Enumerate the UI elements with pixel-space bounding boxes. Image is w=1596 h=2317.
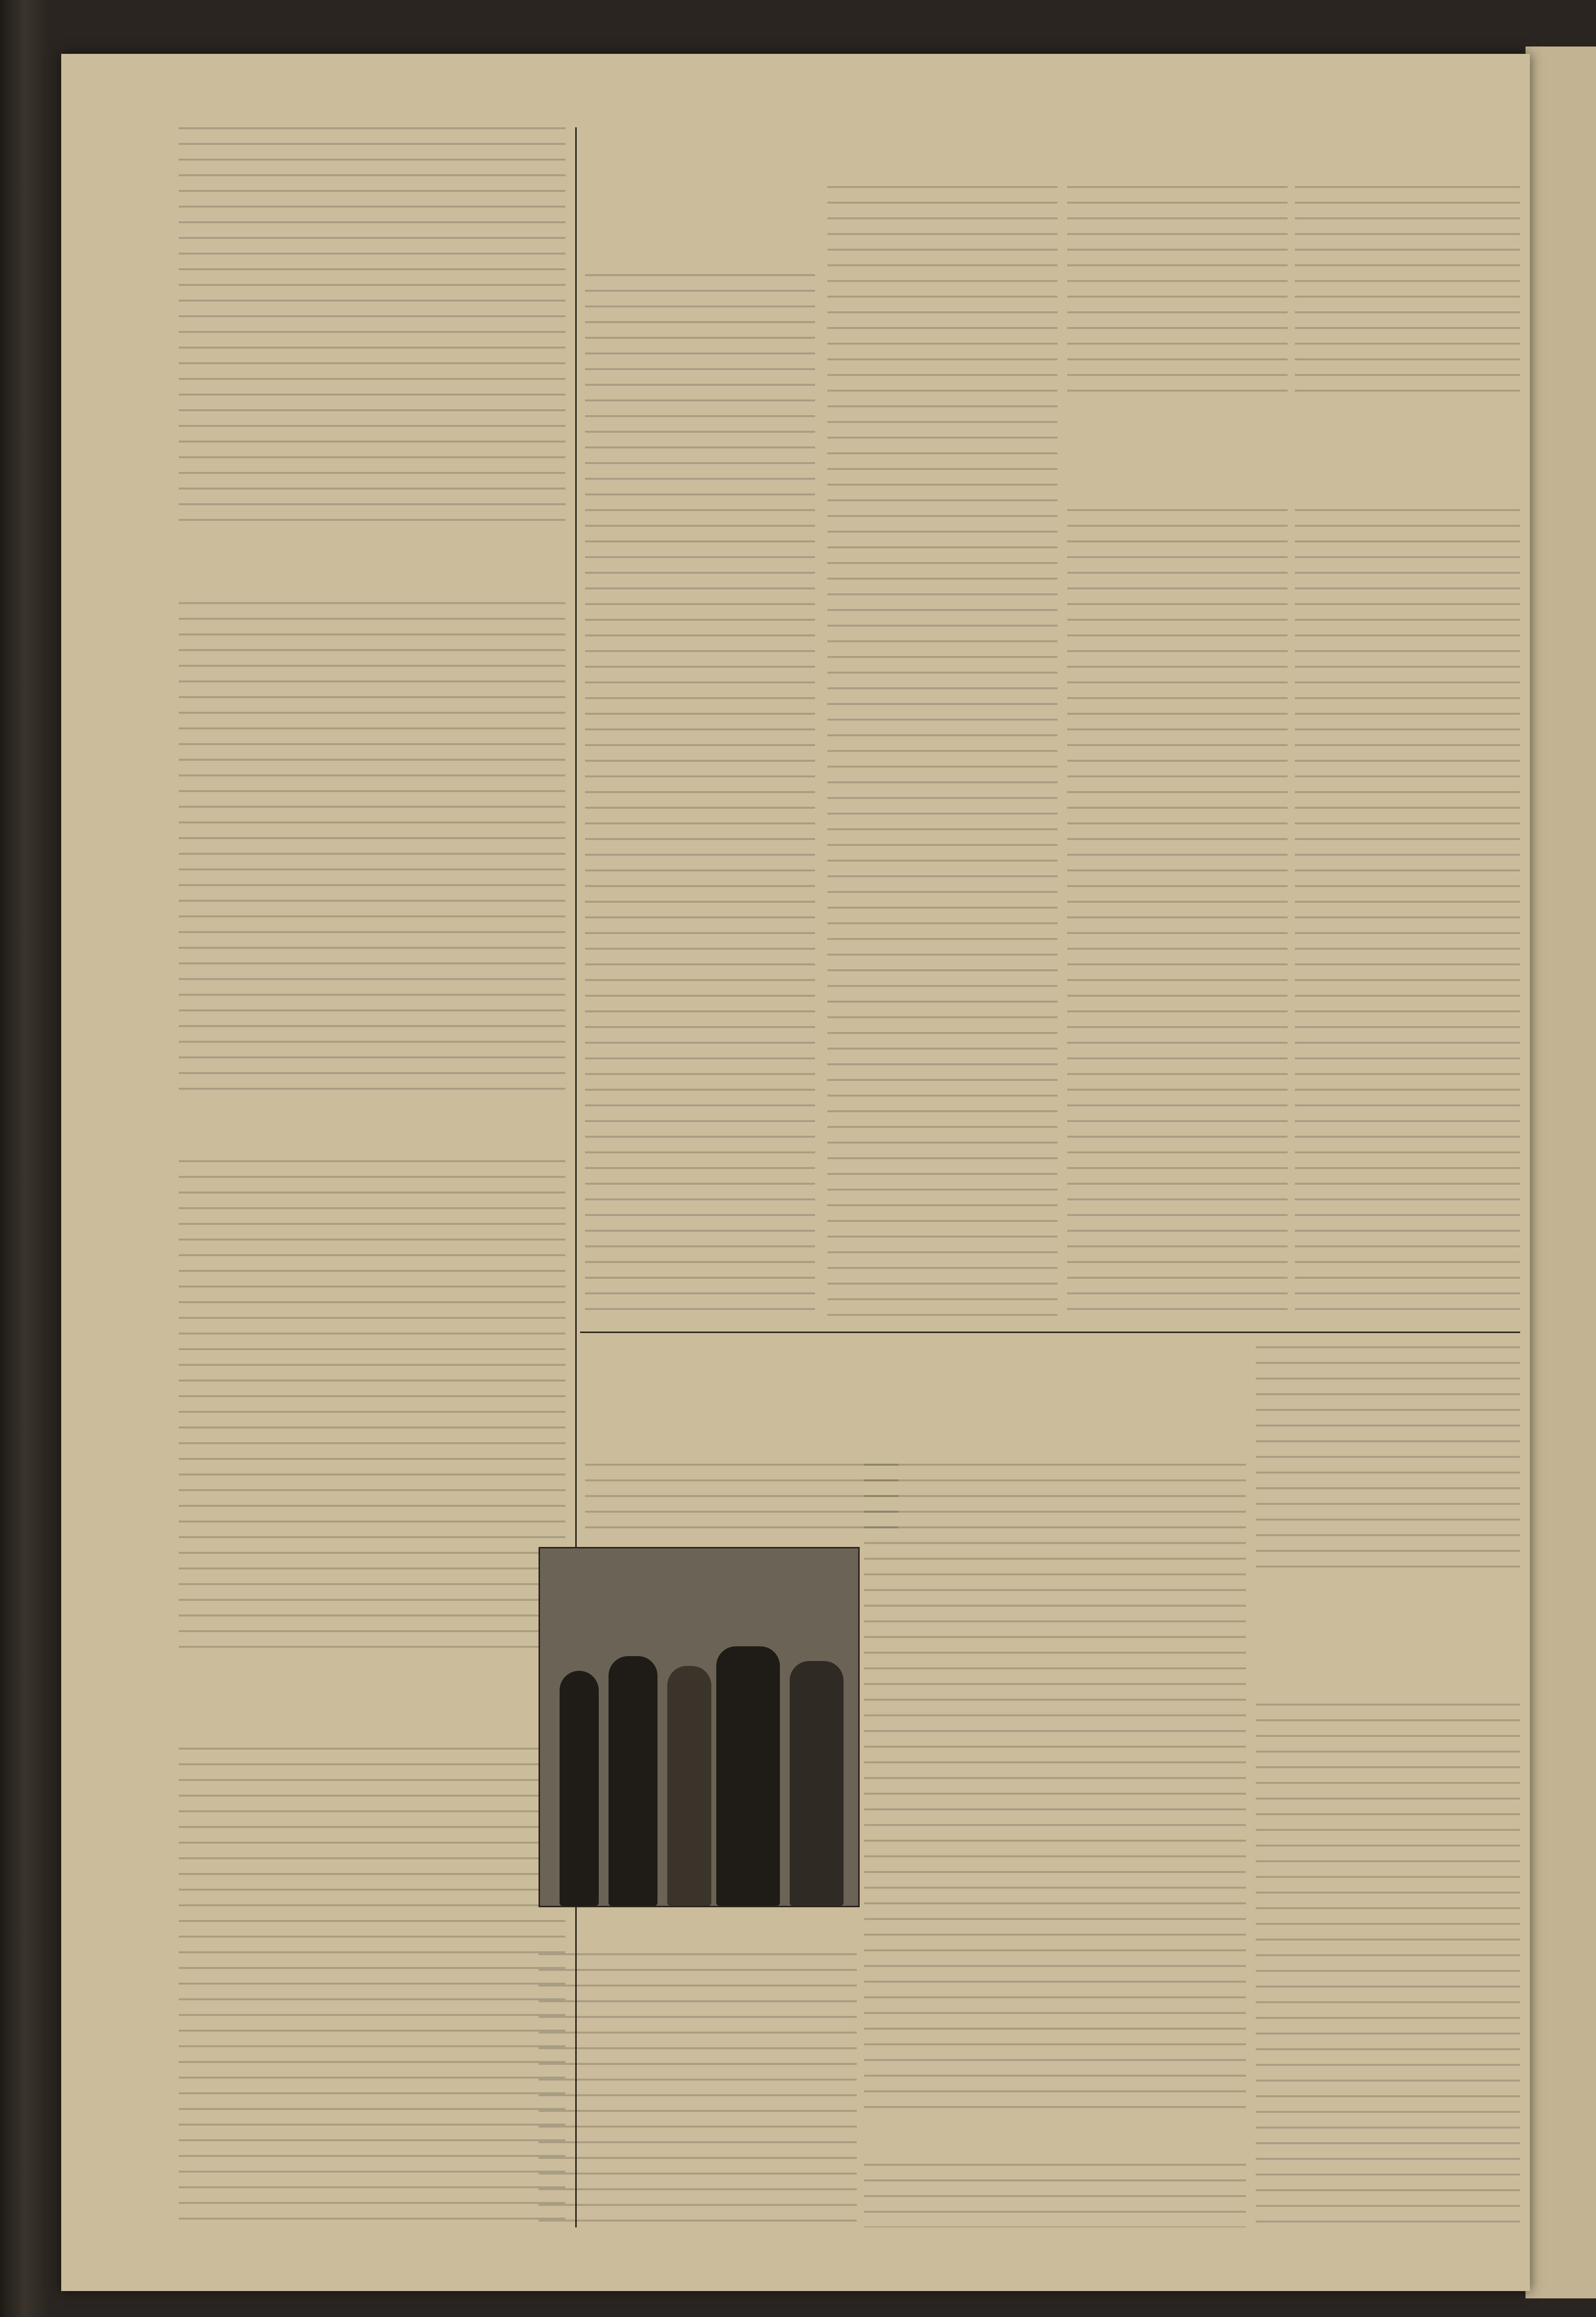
grain-article-body — [1256, 1704, 1520, 2227]
italy-article-body — [179, 1160, 565, 1660]
ambassador-column-1-bottom — [539, 1953, 857, 2227]
adjacent-page-edge — [1523, 47, 1596, 2298]
section-rule — [580, 1332, 1520, 1333]
belgium-heading-block — [208, 1674, 536, 1738]
congress-column-4 — [1295, 186, 1520, 397]
right-column-top — [1256, 1346, 1520, 1581]
echo-heading-block — [179, 538, 565, 597]
photo-caption-block — [539, 1909, 857, 1948]
ambassador-heading — [585, 1351, 1246, 1454]
italy-heading-block — [179, 1106, 565, 1150]
echo-article-body — [179, 602, 565, 1092]
poland-article-body — [864, 2164, 1246, 2227]
labor-service-heading — [1067, 401, 1520, 499]
newspaper-page — [61, 54, 1530, 2291]
labor-service-column-2 — [1295, 509, 1520, 1322]
ambassador-photo — [539, 1547, 860, 1907]
congress-column-3 — [1067, 186, 1288, 397]
left-column-continuation — [179, 127, 565, 529]
poland-heading — [864, 2125, 1246, 2159]
labor-service-column-1 — [1067, 509, 1288, 1322]
congress-column-2 — [827, 186, 1057, 1322]
ambassador-column-1-top — [585, 1464, 898, 1542]
ambassador-column-2 — [864, 1464, 1246, 2120]
belgium-article-body — [179, 1748, 565, 2227]
grain-heading — [1256, 1586, 1520, 1699]
congress-column-1 — [585, 274, 815, 1322]
